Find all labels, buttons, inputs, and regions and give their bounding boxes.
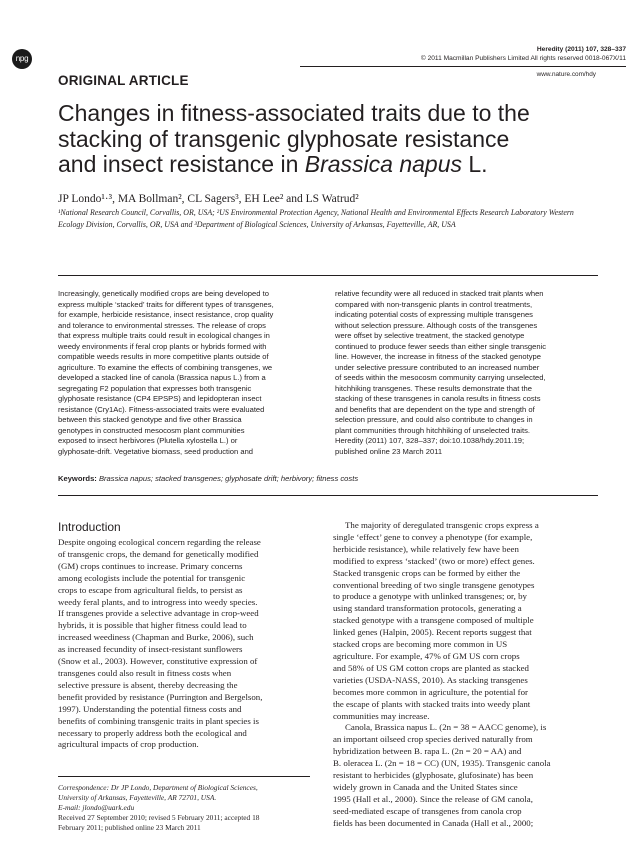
abstract-line: glyphosate resistance (CP4 EPSPS) and lepidopteran insect — [58, 394, 262, 403]
intro-line: agriculture. For example, 47% of GM US corn crops — [333, 650, 520, 661]
intro-right-column — [333, 520, 585, 830]
article-title — [58, 101, 598, 178]
correspondence-divider — [58, 776, 310, 777]
title-line-3 — [58, 152, 598, 178]
keywords-label: Keywords: — [58, 474, 97, 483]
abstract-line: Increasingly, genetically modified crops are being developed to — [58, 289, 269, 298]
abstract-line: published online 23 March 2011 — [335, 446, 443, 456]
intro-line: becomes more common in agriculture, the potential for — [333, 686, 528, 697]
intro-line: 1995 (Hall et al., 2000). Since the release of GM canola, — [333, 793, 533, 804]
keywords-divider — [58, 495, 598, 496]
intro-line: crops to escape from agricultural fields, to persist as — [58, 584, 243, 595]
intro-paragraph — [333, 520, 585, 722]
abstract-line: Heredity (2011) 107, 328–337; doi:10.1038/hdy.2011.19; — [335, 436, 525, 445]
abstract-top-divider — [58, 275, 598, 276]
intro-line: transgenes could also result in fitness costs when — [58, 667, 232, 678]
intro-line: (GM) crops continues to increase. Primary concerns — [58, 560, 243, 571]
abstract-line: and tolerance to environmental stresses. The release of crops — [58, 320, 266, 330]
intro-line: single ‘effect’ gene to convey a phenotype (for example, — [333, 531, 533, 542]
abstract-line: selection pressure, and could also contribute to changes in — [335, 415, 533, 424]
intro-line: fields has been documented in Canada (Hall et al., 2000; — [333, 817, 534, 828]
abstract-line: developed a stacked line of canola (Brassica napus L.) from a — [58, 373, 266, 382]
abstract-line: glyphosate-drift. Vegetative biomass, seed production and — [58, 446, 254, 456]
intro-line: as increased fecundity of insect-resistant sunflowers — [58, 644, 243, 655]
intro-line: using standard transformation protocols, generating a — [333, 603, 522, 614]
title-line-1: Changes in fitness-associated traits due to the — [58, 100, 530, 126]
abstract-line: segregating F2 population that expresses both transgenic — [58, 383, 252, 393]
title-line-3-end: L. — [462, 151, 488, 177]
article-type: ORIGINAL ARTICLE — [58, 73, 189, 88]
intro-line: herbicide resistance), while relatively few have been — [333, 543, 519, 554]
intro-line: increased weediness (Chapman and Burke, 2006), such — [58, 632, 254, 643]
intro-line: resistant to herbicides (glyphosate, glufosinate) has been — [333, 770, 534, 781]
intro-line: benefit provided by resistance (Purrington and Bergelson, — [58, 691, 263, 702]
abstract-line: were offset by selective treatment, the stacked genotype — [335, 331, 525, 340]
intro-line: and 58% of US GM cotton crops are planted as stacked — [333, 662, 529, 673]
keywords — [58, 474, 598, 483]
intro-line: seed-mediated escape of transgenes from canola crop — [333, 805, 522, 816]
title-species: Brassica napus — [304, 151, 462, 177]
intro-line: stacked crops are becoming more common in US — [333, 639, 508, 650]
received-dates: February 2011; published online 23 March 2011 — [58, 823, 201, 832]
intro-line: conventional breeding of two single transgene genotypes — [333, 579, 535, 590]
intro-line: modified to express ‘stacked’ (two or more) effect genes. — [333, 555, 535, 566]
intro-line: of transgenic crops, the demand for genetically modified — [58, 548, 259, 559]
abstract-left-column — [58, 289, 321, 457]
intro-line: among ecologists include the potential for transgenic — [58, 572, 246, 583]
abstract-line: weedy environments if feral crop plants or hybrids formed with — [58, 341, 267, 351]
abstract-line: hitchhiking transgenes. These results demonstrate that the — [335, 383, 532, 393]
abstract-line: express multiple ‘stacked’ traits for different types of transgenes, — [58, 299, 274, 309]
copyright-line: © 2011 Macmillan Publishers Limited All rights reserved 0018-067X/11 — [420, 54, 626, 62]
abstract-line: plant communities through hitchhiking of unselected traits. — [335, 425, 531, 435]
abstract-line: for example, herbicide resistance, insect resistance, crop quality — [58, 310, 274, 319]
abstract-line: between this stacked genotype and five other Brassica — [58, 415, 242, 424]
journal-header — [306, 46, 626, 63]
intro-line: 1997). Understanding the potential fitness costs and — [58, 703, 242, 714]
abstract-line: relative fecundity were all reduced in stacked trait plants when — [335, 289, 544, 298]
abstract-line: line. However, the increase in fitness of the stacked genotype — [335, 352, 541, 361]
intro-line: agricultural impacts of crop production. — [58, 739, 199, 750]
received-dates: Received 27 September 2010; revised 5 February 2011; accepted 18 — [58, 813, 260, 822]
intro-line: benefits of combining transgenic traits in plant species is — [58, 715, 259, 726]
abstract-line: and benefits that are dependent on the type and strength of — [335, 404, 535, 414]
intro-line: the escape of plants with stacked traits into weedy plant — [333, 698, 531, 709]
intro-line: (Snow et al., 2003). However, constitutive expression of — [58, 656, 258, 667]
intro-line: stacked genotype with a transgene composed of multiple — [333, 615, 534, 626]
intro-line: Despite ongoing ecological concern regarding the release — [58, 537, 261, 547]
correspondence-line: University of Arkansas, Fayetteville, AR 72701, USA. — [58, 793, 217, 802]
abstract-line: of seeds within the mesocosm community carrying unselected, — [335, 373, 546, 382]
abstract-line: that express multiple traits could result in ecological changes in — [58, 331, 270, 340]
intro-paragraph — [333, 722, 585, 829]
intro-line: weedy feral plants, and to introgress into weedy species. — [58, 596, 258, 607]
intro-line: an important oilseed crop species derived naturally from — [333, 734, 533, 745]
abstract-line: genotypes in constructed mesocosm plant communities — [58, 425, 245, 435]
abstract-line: without selection pressure. Although costs of the transgenes — [335, 320, 538, 330]
intro-line: widely grown in Canada and the United States since — [333, 781, 518, 792]
abstract-line: resistance (Cry1Ac). Fitness-associated traits were evaluated — [58, 404, 265, 414]
intro-left-column — [58, 537, 310, 751]
correspondence-note — [58, 783, 310, 833]
intro-line: If transgenes provide a selective advantage in crop-weed — [58, 608, 259, 619]
intro-line: linked genes (Halpin, 2005). Recent reports suggest that — [333, 627, 532, 638]
introduction-heading: Introduction — [58, 520, 121, 534]
intro-line: The majority of deregulated transgenic crops express a — [345, 520, 539, 530]
intro-line: hybridization between B. rapa L. (2n = 20 = AA) and — [333, 746, 522, 757]
abstract-line: stacking of these transgenes in canola results in fitness costs — [335, 394, 541, 403]
intro-line: Stacked transgenic crops can be formed by either the — [333, 567, 521, 578]
abstract-line: continued to produce fewer seeds than either single transgenic — [335, 341, 547, 351]
intro-line: communities may increase. — [333, 710, 430, 721]
journal-citation: Heredity (2011) 107, 328–337 — [536, 46, 626, 53]
abstract-line: agriculture. To examine the effects of combining transgenes, we — [58, 362, 273, 372]
correspondence-email[interactable]: E-mail: jlondo@uark.edu — [58, 803, 135, 812]
journal-url[interactable]: www.nature.com/hdy — [536, 71, 596, 78]
intro-line: B. oleracea L. (2n = 18 = CC) (UN, 1935). Transgenic canola — [333, 758, 551, 769]
intro-line: selective pressure is absent, thereby decreasing the — [58, 679, 238, 690]
authors: JP Londo¹·³, MA Bollman², CL Sagers³, EH Lee² and LS Watrud² — [58, 193, 359, 205]
correspondence-line: Correspondence: Dr JP Londo, Department of Biological Sciences, — [58, 783, 258, 792]
abstract-right-column — [335, 289, 598, 457]
intro-line: necessary to properly address both the ecological and — [58, 727, 247, 738]
abstract-line: under selective pressure contributed to an increased number — [335, 362, 540, 372]
header-divider — [300, 66, 626, 67]
abstract-line: indicating potential costs of expressing multiple transgenes — [335, 310, 533, 319]
npg-logo: npg — [12, 49, 32, 69]
intro-line: to produce a genotype with unlinked transgenes; or, by — [333, 591, 527, 602]
intro-line: varieties (USDA-NASS, 2010). As stacking transgenes — [333, 674, 528, 685]
abstract-line: exposed to insect herbivores (Plutella xylostella L.) or — [58, 436, 238, 445]
intro-line: Canola, Brassica napus L. (2n = 38 = AACC genome), is — [345, 722, 547, 733]
abstract-line: compared with non-transgenic plants in control treatments, — [335, 299, 533, 309]
title-line-2: stacking of transgenic glyphosate resistance — [58, 125, 510, 152]
keywords-text: Brassica napus; stacked transgenes; glyphosate drift; herbivory; fitness costs — [98, 474, 359, 483]
affiliations: ¹National Research Council, Corvallis, OR, USA; ²US Environmental Protection Agency, National Health and Environmental Effects Research Laboratory Western Ecology Division, Corvallis, OR, USA and ³Department of Biological Sciences, University of Arkansas, Fayetteville, AR, USA — [58, 208, 574, 229]
intro-line: hybrids, it is possible that higher fitness could lead to — [58, 620, 247, 631]
title-line-3-text: and insect resistance in — [58, 151, 305, 177]
abstract-line: compatible weeds results in more competitive plants outside of — [58, 352, 269, 361]
